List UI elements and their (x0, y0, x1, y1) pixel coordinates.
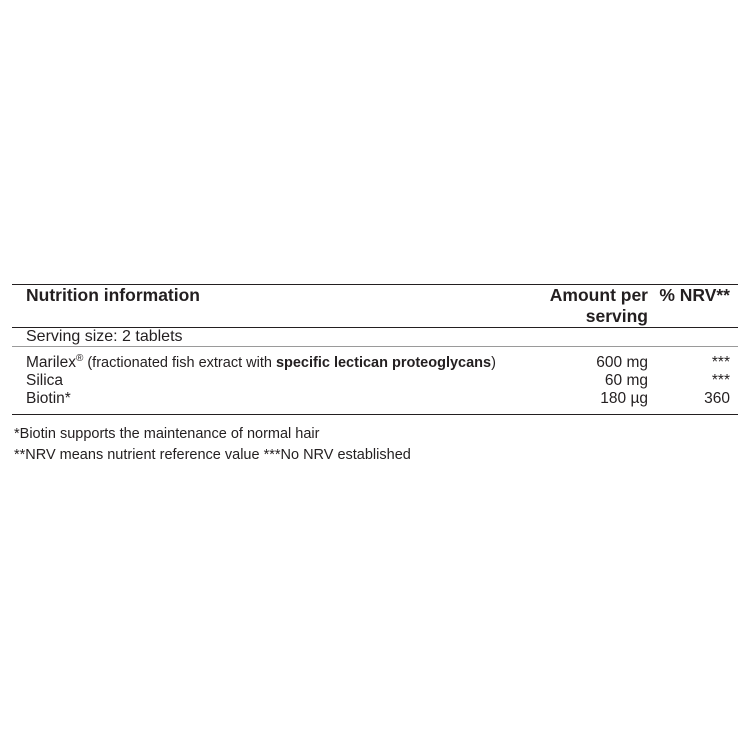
ingredient-name-paren-close: ) (491, 355, 496, 372)
ingredients-table (12, 347, 738, 414)
ingredient-amount: 600 mg (596, 354, 648, 372)
table-row (12, 390, 738, 414)
header-nutrition-information: Nutrition information (26, 285, 201, 305)
table-row (12, 347, 738, 372)
bottom-rule (12, 414, 738, 415)
ingredient-name-emphasis: specific lectican proteoglycans (275, 355, 492, 372)
header-percent-nrv: % NRV** (659, 285, 730, 305)
serving-size-amount-empty (536, 328, 648, 346)
ingredient-name-main: Biotin* (26, 390, 71, 408)
footnote-biotin: *Biotin supports the maintenance of normal hair (14, 426, 320, 443)
ingredient-amount: 180 µg (600, 390, 648, 408)
ingredient-nrv: 360 (704, 390, 730, 408)
ingredient-name (12, 372, 536, 390)
serving-size-row (12, 328, 738, 346)
table-header-row (12, 285, 738, 327)
header-amount-per-serving: Amount per serving (549, 285, 648, 326)
ingredient-name-main: Silica (26, 372, 64, 390)
ingredient-nrv: *** (711, 354, 730, 372)
ingredient-amount: 60 mg (604, 372, 648, 390)
serving-size-nrv-empty (648, 328, 738, 346)
ingredient-name-main: Marilex (26, 354, 76, 372)
ingredient-name-paren-open: (fractionated fish extract with (83, 355, 276, 372)
ingredient-nrv: *** (711, 372, 730, 390)
serving-size-label: Serving size: 2 tablets (26, 328, 183, 345)
serving-size-table (12, 328, 738, 346)
footnote-nrv: **NRV means nutrient reference value ***No NRV established (14, 446, 411, 463)
ingredient-name (12, 347, 536, 372)
registered-trademark-icon: ® (75, 353, 84, 364)
table-row (12, 372, 738, 390)
nutrition-table (12, 285, 738, 327)
nutrition-information-panel (12, 284, 738, 465)
footnotes (12, 424, 738, 465)
ingredient-name (12, 390, 536, 414)
